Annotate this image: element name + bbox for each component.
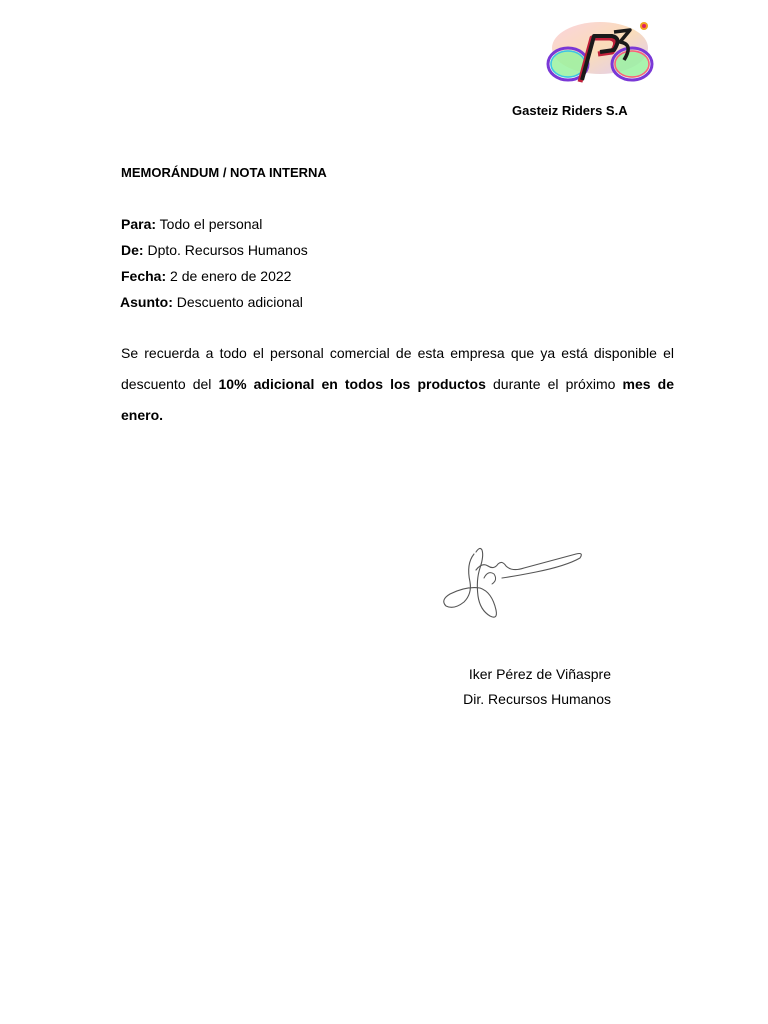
svg-text:P3: P3 xyxy=(600,90,602,91)
field-asunto-label: Asunto: xyxy=(120,294,173,310)
field-para xyxy=(121,216,262,232)
field-para-label: Para: xyxy=(121,216,157,232)
memo-body-part2: durante el próximo xyxy=(485,376,623,392)
signer-name: Iker Pérez de Viñaspre xyxy=(468,666,611,682)
field-de xyxy=(121,242,308,258)
memo-body-part1: Se recuerda a todo el personal comercial de esta empresa que ya está disponible el descuento del xyxy=(121,345,674,392)
company-name: Gasteiz Riders S.A xyxy=(512,103,628,118)
field-asunto-value: Descuento adicional xyxy=(176,294,303,310)
field-fecha xyxy=(121,268,291,284)
signer-role: Dir. Recursos Humanos xyxy=(463,691,611,707)
field-de-value: Dpto. Recursos Humanos xyxy=(147,242,308,258)
memo-title: MEMORÁNDUM / NOTA INTERNA xyxy=(121,165,327,180)
field-fecha-label: Fecha: xyxy=(121,268,167,284)
field-para-value: Todo el personal xyxy=(159,216,263,232)
memo-body-bold2: mes de enero. xyxy=(121,376,674,423)
gasteiz-riders-bicycle-logo-icon xyxy=(540,16,662,92)
field-de-label: De: xyxy=(121,242,144,258)
handwritten-signature-icon xyxy=(436,540,596,630)
field-fecha-value: 2 de enero de 2022 xyxy=(170,268,292,284)
field-asunto xyxy=(120,294,303,310)
memo-body-bold1: 10% adicional en todos los productos xyxy=(218,376,486,392)
memo-body xyxy=(121,338,674,431)
